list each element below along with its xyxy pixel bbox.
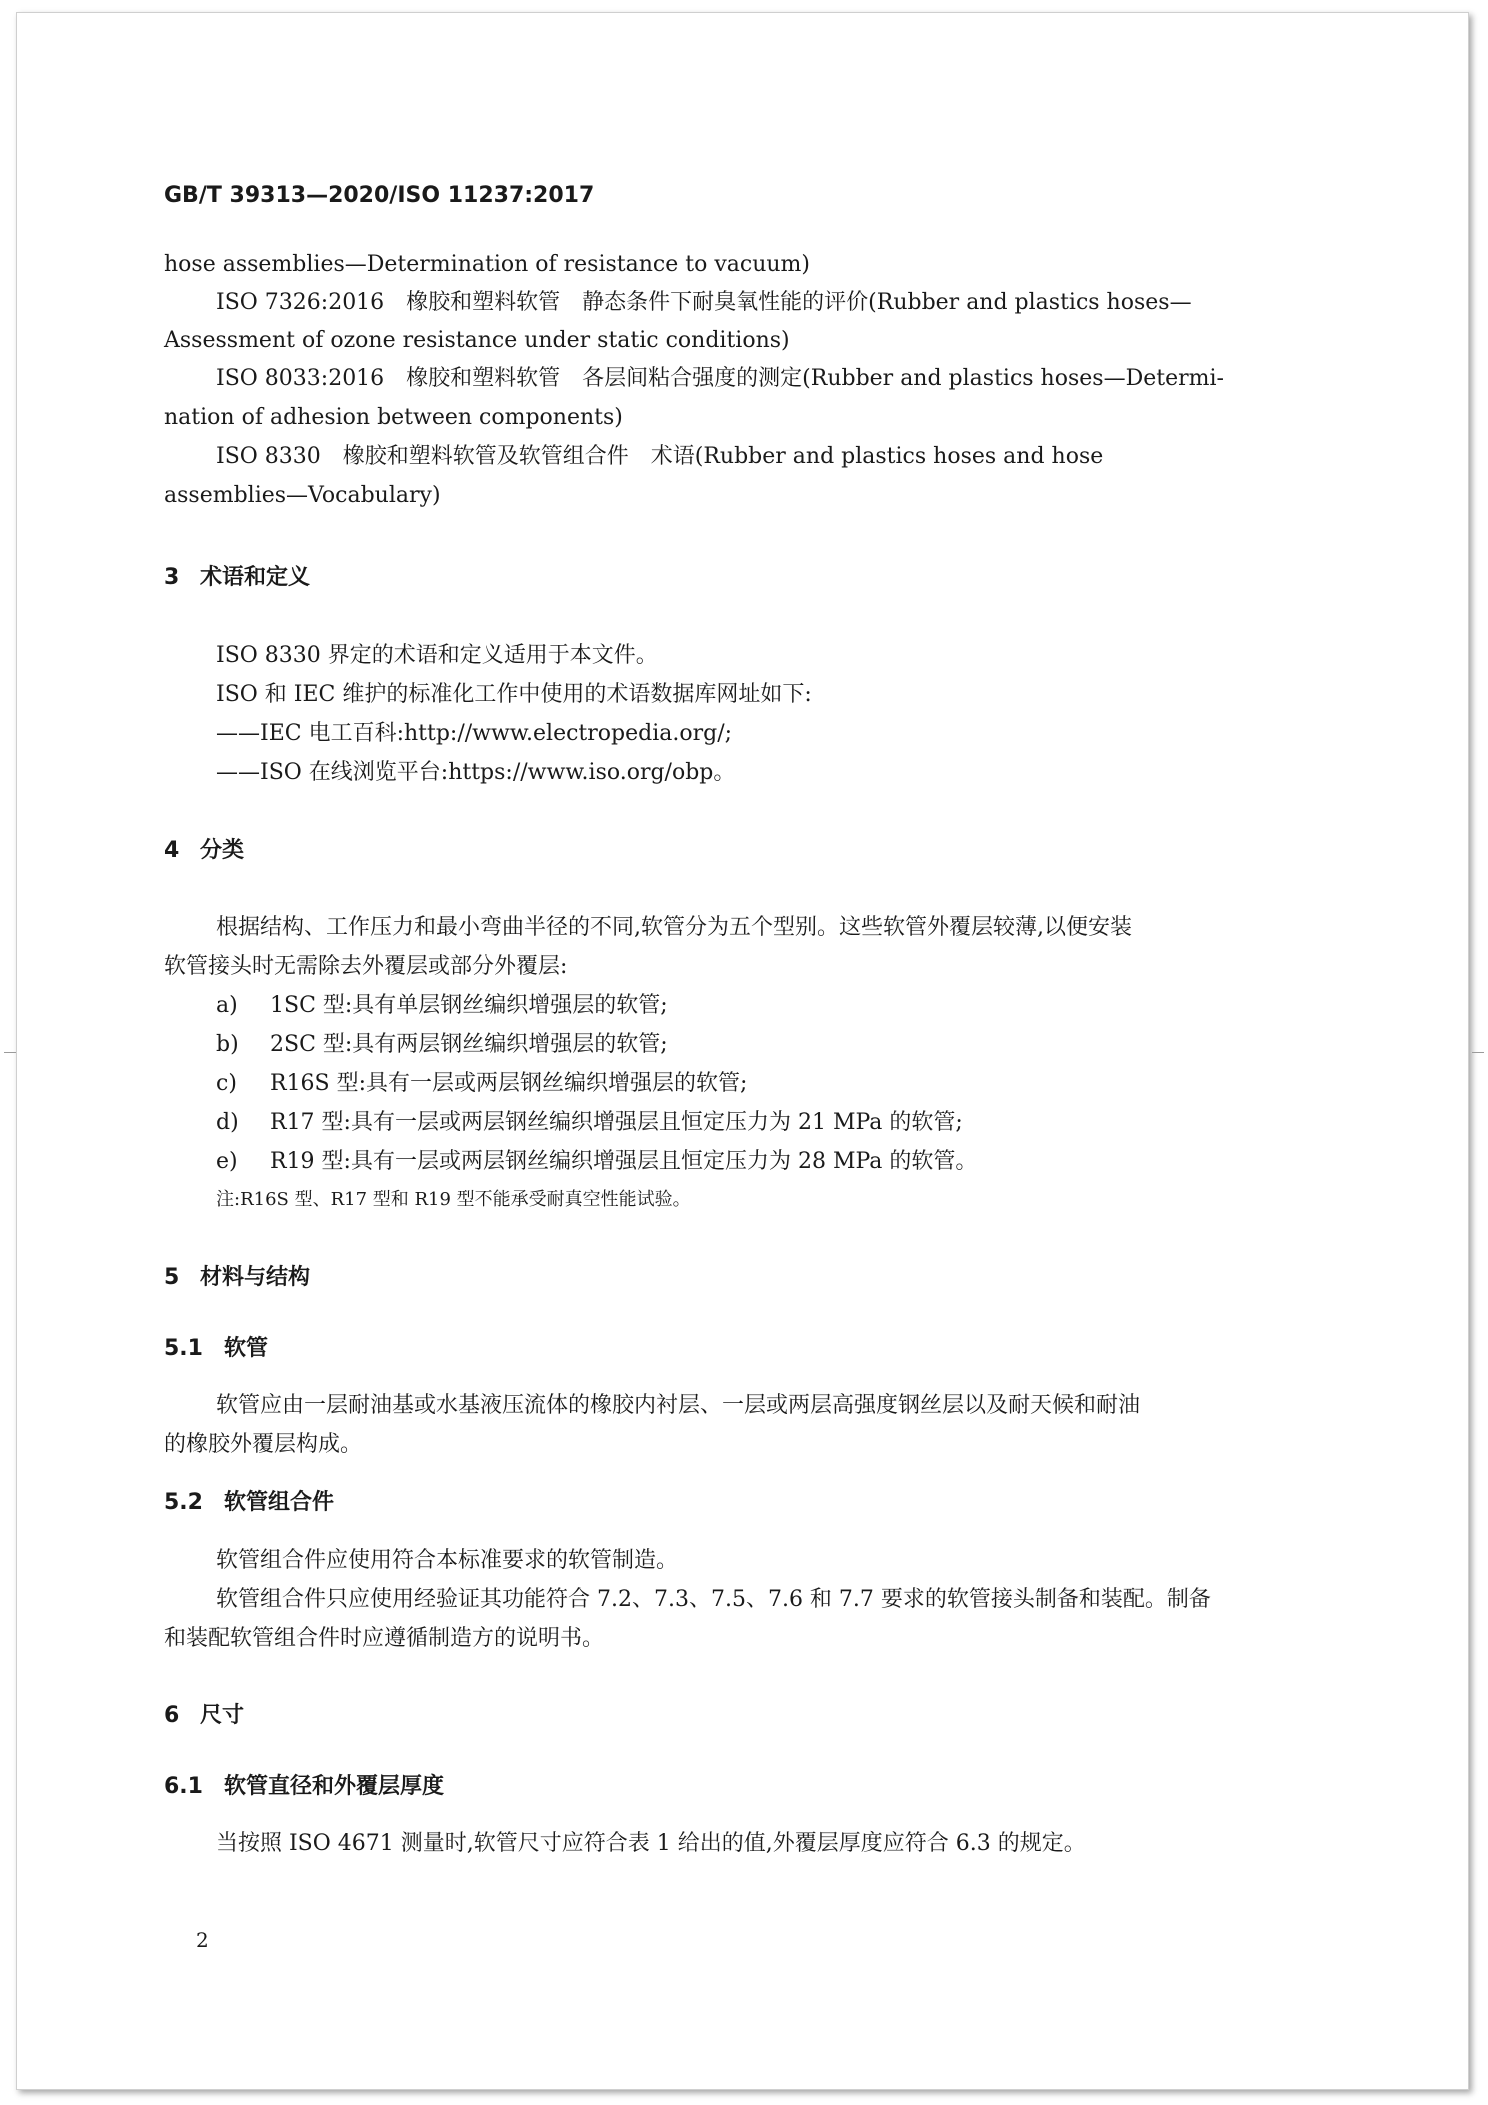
- section-4-heading: [164, 835, 244, 867]
- paragraph-line: 当按照 ISO 4671 测量时,软管尺寸应符合表 1 给出的值,外覆层厚度应符合 6.3 的规定。: [216, 1831, 1086, 1856]
- list-item: [216, 1107, 963, 1139]
- reference-line: assemblies—Vocabulary): [164, 483, 441, 508]
- list-item-text: 2SC 型:具有两层钢丝编织增强层的软管;: [270, 1032, 668, 1057]
- list-item: [216, 1146, 977, 1178]
- section-number: 3: [164, 565, 180, 590]
- section-5-heading: [164, 1262, 310, 1294]
- section-number: 5.1: [164, 1336, 203, 1361]
- paragraph-line: 的橡胶外覆层构成。: [164, 1432, 363, 1457]
- list-item-text: 1SC 型:具有单层钢丝编织增强层的软管;: [270, 993, 668, 1018]
- section-5-1-heading: [164, 1333, 268, 1365]
- list-item-text: R19 型:具有一层或两层钢丝编织增强层且恒定压力为 28 MPa 的软管。: [270, 1149, 978, 1174]
- list-item-label: b): [216, 1032, 239, 1057]
- section-title: 尺寸: [200, 1703, 245, 1728]
- list-item-label: c): [216, 1071, 237, 1096]
- section-title: 软管直径和外覆层厚度: [224, 1774, 445, 1799]
- reference-line: ISO 8330 橡胶和塑料软管及软管组合件 术语(Rubber and plastics hoses and hose: [216, 444, 1104, 469]
- list-item-text: R17 型:具有一层或两层钢丝编织增强层且恒定压力为 21 MPa 的软管;: [270, 1110, 963, 1135]
- link-line: ——IEC 电工百科:http://www.electropedia.org/;: [216, 721, 733, 746]
- section-5-2-heading: [164, 1487, 334, 1519]
- paragraph-line: ISO 和 IEC 维护的标准化工作中使用的术语数据库网址如下:: [216, 682, 812, 707]
- section-title: 分类: [200, 838, 245, 863]
- section-number: 5: [164, 1265, 180, 1290]
- list-item: [216, 1068, 747, 1100]
- list-item: [216, 990, 668, 1022]
- section-6-1-heading: [164, 1771, 444, 1803]
- standard-header: GB/T 39313—2020/ISO 11237:2017: [164, 183, 595, 208]
- section-title: 术语和定义: [200, 565, 311, 590]
- section-6-heading: [164, 1700, 244, 1732]
- list-item-text: R16S 型:具有一层或两层钢丝编织增强层的软管;: [270, 1071, 748, 1096]
- reference-line: Assessment of ozone resistance under static conditions): [164, 328, 790, 353]
- reference-line: nation of adhesion between components): [164, 405, 623, 430]
- paragraph-line: 软管接头时无需除去外覆层或部分外覆层:: [164, 954, 568, 979]
- section-number: 6.1: [164, 1774, 203, 1799]
- list-item-label: e): [216, 1149, 238, 1174]
- reference-line: hose assemblies—Determination of resistance to vacuum): [164, 252, 810, 277]
- section-number: 4: [164, 838, 180, 863]
- list-item-label: a): [216, 993, 238, 1018]
- section-number: 6: [164, 1703, 180, 1728]
- note-text: 注:R16S 型、R17 型和 R19 型不能承受耐真空性能试验。: [216, 1189, 691, 1210]
- page-number: 2: [196, 1928, 209, 1952]
- paragraph-line: 和装配软管组合件时应遵循制造方的说明书。: [164, 1626, 605, 1651]
- binding-mark-left: [4, 1052, 16, 1053]
- paragraph-line: 根据结构、工作压力和最小弯曲半径的不同,软管分为五个型别。这些软管外覆层较薄,以便安装: [216, 915, 1132, 940]
- paragraph-line: 软管组合件只应使用经验证其功能符合 7.2、7.3、7.5、7.6 和 7.7 要求的软管接头制备和装配。制备: [216, 1587, 1211, 1612]
- paragraph-line: ISO 8330 界定的术语和定义适用于本文件。: [216, 643, 658, 668]
- link-line: ——ISO 在线浏览平台:https://www.iso.org/obp。: [216, 760, 736, 785]
- paragraph-line: 软管组合件应使用符合本标准要求的软管制造。: [216, 1548, 679, 1573]
- binding-mark-right: [1472, 1052, 1484, 1053]
- section-title: 材料与结构: [200, 1265, 311, 1290]
- list-item: [216, 1029, 668, 1061]
- reference-line: ISO 8033:2016 橡胶和塑料软管 各层间粘合强度的测定(Rubber and plastics hoses—Determi-: [216, 366, 1224, 391]
- section-3-heading: [164, 562, 310, 594]
- paragraph-line: 软管应由一层耐油基或水基液压流体的橡胶内衬层、一层或两层高强度钢丝层以及耐天候和耐油: [216, 1393, 1141, 1418]
- reference-line: ISO 7326:2016 橡胶和塑料软管 静态条件下耐臭氧性能的评价(Rubber and plastics hoses—: [216, 290, 1192, 315]
- section-number: 5.2: [164, 1490, 203, 1515]
- section-title: 软管组合件: [224, 1490, 335, 1515]
- section-title: 软管: [224, 1336, 269, 1361]
- list-item-label: d): [216, 1110, 239, 1135]
